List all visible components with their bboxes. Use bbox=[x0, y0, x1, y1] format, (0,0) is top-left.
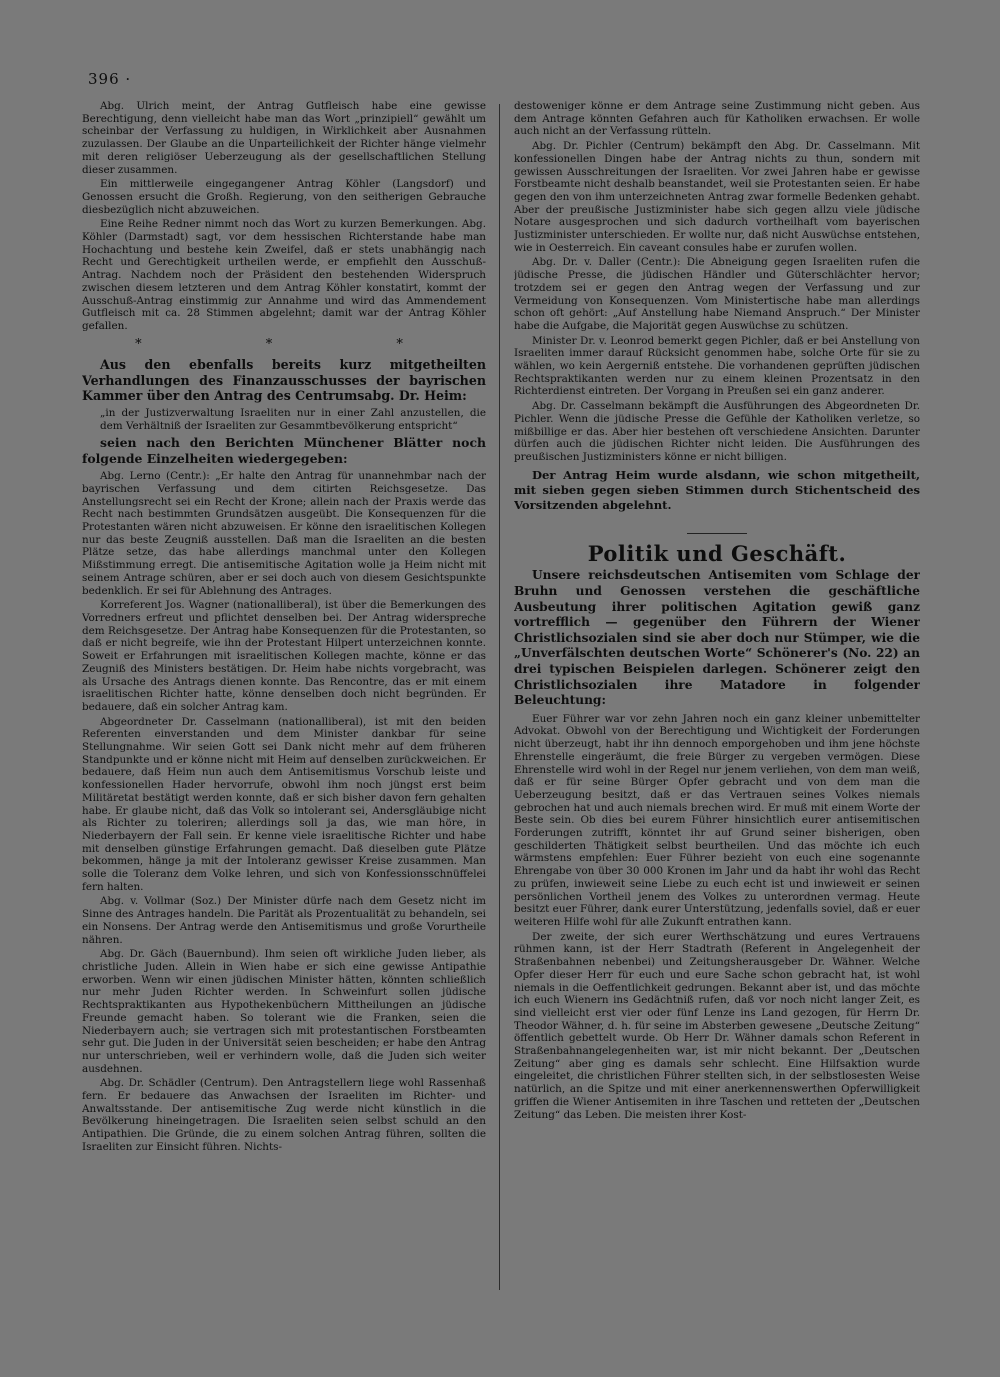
paragraph-casselmann-reply: Abg. Dr. Casselmann bekämpft die Ausführungen des Abgeordneten Dr. Pichler. Wenn die jüdische Presse die Gefühle der Katholiken verletze, so mißbillige er das. Aber hier bestehen oft verschiedene Ansichten. Darunter dürfen auch die jüdischen Richter nicht leiden. Die Ausführungen des preußischen Justizministers könne er nicht billigen. bbox=[514, 400, 920, 463]
section-rule bbox=[687, 533, 747, 534]
result-paragraph: Der Antrag Heim wurde alsdann, wie schon mitgetheilt, mit sieben gegen sieben Stimmen durch Stichentscheid des Vorsitzenden abgelehnt. bbox=[514, 467, 920, 512]
paragraph-pichler: Abg. Dr. Pichler (Centrum) bekämpft den Abg. Dr. Casselmann. Mit konfessionellen Dingen habe der Antrag nichts zu thun, sondern mit gewissen Ausschreitungen der Israeliten. Vor zwei Jahren habe er gewisse Forstbeamte nicht deshalb beanstandet, weil sie Protestanten seien. Er habe gegen den von ihm unterzeichneten Antrag zwar formelle Bedenken gehabt. Aber der preußische Justizminister habe sich gegen allzu viele jüdische Notare ausgesprochen und sich dadurch vortheilhaft vom bayerischen Justizminister unterschieden. Er wollte nur, daß nicht Auswüchse entstehen, wie in Oesterreich. Ein caveant consules habe er zurufen wollen. bbox=[514, 140, 920, 254]
paragraph-vote-result: Eine Reihe Redner nimmt noch das Wort zu kurzen Bemerkungen. Abg. Köhler (Darmstadt) sagt, vor dem hessischen Richterstande habe man Hochachtung und bestehe kein Zweifel, daß er stets unabhängig nach Recht und Gerechtigkeit urtheilen werde, er empfiehlt den Ausschuß-Antrag. Nachdem noch der Präsident den bestehenden Widerspruch zwischen diesem letzteren und dem Antrag Köhler konstatirt, kommt der Ausschuß-Antrag einstimmig zur Annahme und wird das Ammendement Gutfleisch mit ca. 28 Stimmen abgelehnt; damit war der Antrag Köhler gefallen. bbox=[82, 218, 486, 332]
paragraph-lerno: Abg. Lerno (Centr.): „Er halte den Antrag für unannehmbar nach der bayrischen Verfassung und dem citirten Reichsgesetze. Das Anstellungsrecht sei ein Recht der Krone; allein nach der Praxis werde das Recht nach bestimmten Grundsätzen ausgeübt. Die Konsequenzen für die Protestanten wären nicht abzuweisen. Er könne den israelitischen Kollegen nur das beste Zeugniß ausstellen. Daß man die Israeliten an die besten Plätze setze, das habe allerdings manchmal unter den Kollegen Mißstimmung erregt. Die antisemitische Agitation wolle ja Heim nicht mit seinem Antrage schüren, aber er sei doch auch von diesem Gesichtspunkte bedenklich. Er sei für Ablehnung des Antrages. bbox=[82, 470, 486, 597]
lead-heading: Aus den ebenfalls bereits kurz mitgetheilten Verhandlungen des Finanzausschusses der bayrischen Kammer über den Antrag des Centrumsabg. Dr. Heim: bbox=[82, 357, 486, 404]
paragraph-casselmann: Abgeordneter Dr. Casselmann (nationalliberal), ist mit den beiden Referenten einverstanden und dem Minister dankbar für seine Stellungnahme. Wir seien Gott sei Dank nicht mehr auf dem früheren Standpunkte und er könne nicht mit Heim auf denselben zurückweichen. Er bedauere, daß Heim nun auch dem Antisemitismus Vorschub leiste und konfessionellen Hader hervorrufe, obwohl ihm noch jüngst erst beim Militäretat bestätigt werden konnte, daß er sich bisher davon fern gehalten habe. Er glaube nicht, daß das Volk so intolerant sei, Andersgläubige nicht als Richter zu toleriren; allerdings soll ja das, wie man höre, in Niederbayern der Fall sein. Er kenne viele israelitische Richter und habe mit denselben günstige Erfahrungen gemacht. Daß dieselben gute Plätze bekommen, hänge ja mit der Intoleranz gewisser Kreise zusammen. Man solle die Toleranz dem Volke lehren, und sich von Konfessionsschnüffelei fern halten. bbox=[82, 715, 486, 893]
paragraph-leonrod: Minister Dr. v. Leonrod bemerkt gegen Pichler, daß er bei Anstellung von Israeliten immer darauf Rücksicht genommen habe, solche Orte für sie zu wählen, wo kein Aergerniß entstehe. Die vorhandenen geprüften jüdischen Rechtspraktikanten werden nur zu einem kleinen Prozentsatz in den Richterdienst eintreten. Der Vorgang in Preußen sei ein ganz anderer. bbox=[514, 334, 920, 398]
section-divider-stars: * * * bbox=[135, 336, 463, 352]
paragraph-continuation: destoweniger könne er dem Antrage seine Zustimmung nicht geben. Aus dem Antrage könnten Gefahren auch für Katholiken erwachsen. Er wolle auch nicht an der Verfassung rütteln. bbox=[514, 100, 920, 138]
intro-paragraph: Unsere reichsdeutschen Antisemiten vom Schlage der Bruhn und Genossen verstehen die geschäftliche Ausbeutung ihrer politischen Agitation gewiß ganz vortrefflich — gegenüber den Führern der Wiener Christlichsozialen sind sie aber doch nur Stümper, wie die „Unverfälschten deutschen Worte“ Schönerer's (No. 22) an drei typischen Beispielen darlegen. Schönerer zeigt den Christlichsozialen ihre Matadore in folgender Beleuchtung: bbox=[514, 568, 920, 708]
paragraph-koehler-motion: Ein mittlerweile eingegangener Antrag Köhler (Langsdorf) und Genossen ersucht die Großh. Regierung, von den seitherigen Gebrauche diesbezüglich nicht abzuweichen. bbox=[82, 178, 486, 216]
paragraph-schaedler: Abg. Dr. Schädler (Centrum). Den Antragstellern liege wohl Rassenhaß fern. Er bedauere das Anwachsen der Israeliten im Richter- und Anwaltsstande. Der antisemitische Zug werde nicht künstlich in die Bevölkerung hineingetragen. Die Israeliten seien selbst schuld an den Antipathien. Die Gründe, die zu einem solchen Antrag führen, sollten die Israeliten zur Einsicht führen. Nichts- bbox=[82, 1077, 486, 1153]
paragraph-gaech: Abg. Dr. Gäch (Bauernbund). Ihm seien oft wirkliche Juden lieber, als christliche Juden. Allein in Wien habe er sich eine gewisse Antipathie erworben. Wenn wir einen jüdischen Minister hätten, könnten schließlich nur mehr Juden Richter werden. In Schweinfurt sollen jüdische Rechtspraktikanten aus Hypothekenbüchern Mittheilungen an jüdische Freunde gemacht haben. So tolerant wie die Franken, seien die Niederbayern auch; sie vertragen sich mit protestantischen Forstbeamten sehr gut. Die Juden in der Universität seien bescheiden; er habe den Antrag nur unterschrieben, weil er verhindern wolle, daß die Juden sich weiter ausdehnen. bbox=[82, 948, 486, 1075]
paragraph-daller: Abg. Dr. v. Daller (Centr.): Die Abneigung gegen Israeliten rufen die jüdische Presse, die jüdischen Händler und Güterschlächter hervor; trotzdem sei er gegen den Antrag wegen der Verfassung und zur Vermeidung von Konsequenzen. Vom Ministertische habe man allerdings schon oft gehört: „Auf Anstellung habe Niemand Anspruch.“ Der Minister habe die Aufgabe, die Majorität gegen Auswüchse zu schützen. bbox=[514, 256, 920, 332]
paragraph-ulrich: Abg. Ulrich meint, der Antrag Gutfleisch habe eine gewisse Berechtigung, denn vielleicht habe man das Wort „prinzipiell“ gewählt um scheinbar der Verfassung zu huldigen, in Wirklichkeit aber Ausnahmen zuzulassen. Der Glaube an die Unparteilichkeit der Richter hänge vielmehr mit deren religiöser Ueberzeugung als der gesellschaftlichen Stellung dieser zusammen. bbox=[82, 100, 486, 176]
column-divider bbox=[499, 104, 500, 1290]
paragraph-waehner: Der zweite, der sich eurer Werthschätzung und eures Vertrauens rühmen kann, ist der Herr Stadtrath (Referent in Angelegenheit der Straßenbahnen nebenbei) und Zeitungsherausgeber Dr. Wähner. Welche Opfer dieser Herr für euch und eure Sache schon gebracht hat, ist wohl niemals in die Oeffentlichkeit gedrungen. Bekannt aber ist, und das möchte ich euch Wienern ins Gedächtniß rufen, daß vor noch nicht langer Zeit, es sind vielleicht erst vier oder fünf Lenze ins Land gezogen, für Herrn Dr. Theodor Wähner, d. h. für seine im Absterben gewesene „Deutsche Zeitung“ öffentlich gebettelt wurde. Ob Herr Dr. Wähner damals schon Referent in Straßenbahnangelegenheiten war, ist mir nicht bekannt. Der „Deutschen Zeitung“ aber ging es damals sehr schlecht. Eine Hilfsaktion wurde eingeleitet, die christlichen Führer stellten sich, in der selbstlosesten Weise natürlich, an die Spitze und mit einer anerkennenswerthen Opferwilligkeit griffen die Wiener Antisemiten in ihre Taschen und retteten der „Deutschen Zeitung“ das Leben. Die meisten ihrer Kost- bbox=[514, 930, 920, 1121]
sub-heading: seien nach den Berichten Münchener Blätter noch folgende Einzelheiten wiedergegeben: bbox=[82, 435, 486, 466]
page-number: 396 · bbox=[88, 70, 132, 88]
paragraph-wagner: Korreferent Jos. Wagner (nationalliberal), ist über die Bemerkungen des Vorredners erfreut und pflichtet denselben bei. Der Antrag widerspreche dem Reichsgesetze. Der Antrag habe Konsequenzen für die Protestanten, so daß er nicht begreife, wie ihn der Protestant Hilpert unterzeichnen konnte. Soweit er Erfahrungen mit israelitischen Kollegen machte, könne er das Zeugniß des Ministers bestätigen. Dr. Heim habe nichts vorgebracht, was als Ursache des Antrags dienen konnte. Das Rencontre, das er mit einem israelitischen Richter hatte, könne denselben doch nicht begründen. Er bedauere, daß ein solcher Antrag kam. bbox=[82, 599, 486, 713]
right-column bbox=[514, 100, 920, 1290]
motion-quote: „in der Justizverwaltung Israeliten nur in einer Zahl anzustellen, die dem Verhältniß der Israeliten zur Gesammtbevölkerung entspricht“ bbox=[100, 406, 486, 432]
paragraph-first-leader: Euer Führer war vor zehn Jahren noch ein ganz kleiner unbemittelter Advokat. Obwohl von der Berechtigung und Wichtigkeit der Forderungen nicht überzeugt, habt ihr ihn dennoch emporgehoben und ihm jene höchste Ehrenstelle eingeräumt, die freie Bürger zu vergeben vermögen. Diese Ehrenstelle wird wohl in der Regel nur jenem verliehen, von dem man weiß, daß er für seine Bürger Opfer gebracht und von dem man die Ueberzeugung besitzt, daß er das Vertrauen seines Volkes niemals gebrochen hat und auch niemals brechen wird. Er muß mit einem Worte der Beste sein. Ob dies bei eurem Führer hinsichtlich eurer antisemitischen Forderungen zutrifft, könntet ihr auf Grund seiner bisherigen, oben geschilderten Thätigkeit selbst beurtheilen. Und das möchte ich euch wärmstens empfehlen: Euer Führer bezieht von euch eine sogenannte Ehrengabe von über 30 000 Kronen im Jahr und da habt ihr wohl das Recht zu prüfen, inwieweit seine Liebe zu euch echt ist und inwieweit er seinen persönlichen Vortheil jenem des Volkes zu unterordnen vermag. Heute besitzt euer Führer, dank eurer Unterstützung, jedenfalls soviel, daß er euer weiteren Hilfe wohl für alle Zukunft entrathen kann. bbox=[514, 712, 920, 928]
paragraph-vollmar: Abg. v. Vollmar (Soz.) Der Minister dürfe nach dem Gesetz nicht im Sinne des Antrages handeln. Die Parität als Prozentualität zu behandeln, sei ein Nonsens. Der Antrag werde den Antisemitismus und große Vorurtheile nähren. bbox=[82, 895, 486, 946]
left-column bbox=[82, 100, 486, 1290]
section-title: Politik und Geschäft. bbox=[587, 540, 847, 566]
